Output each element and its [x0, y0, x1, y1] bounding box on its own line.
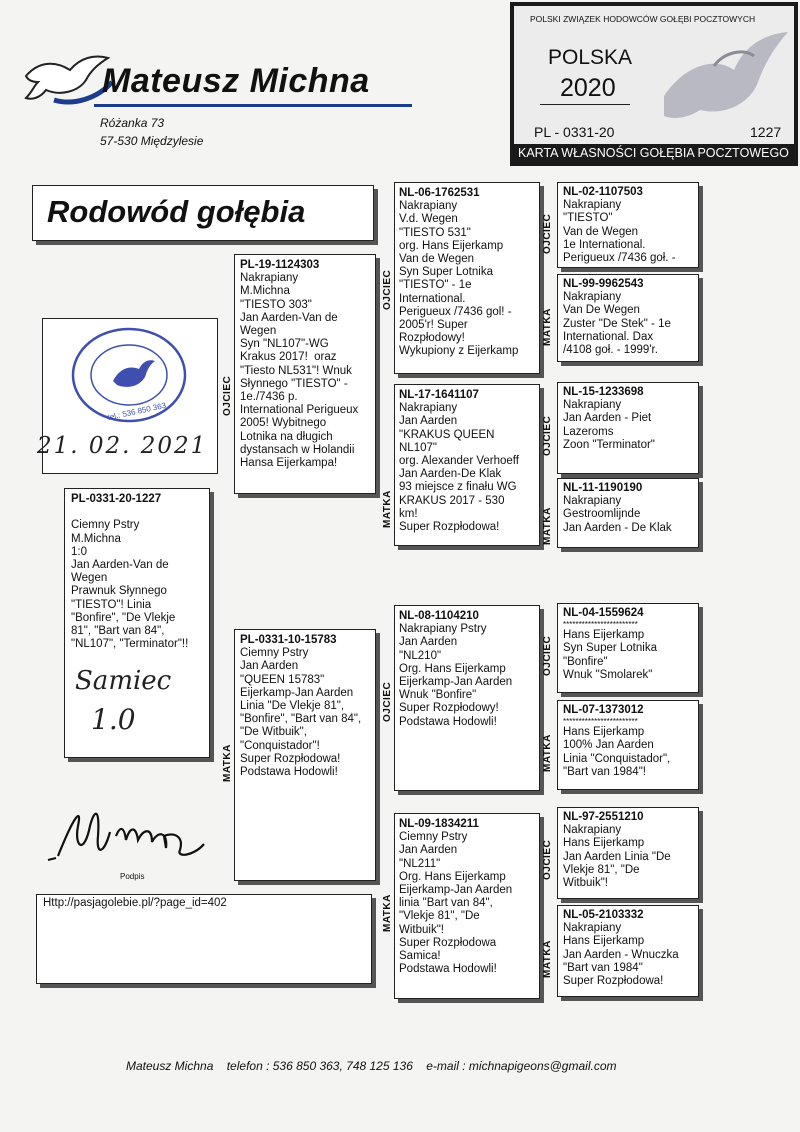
mmf-line: Hans Eijerkamp — [563, 837, 645, 850]
mmm-card — [557, 905, 699, 997]
mff-card — [557, 603, 699, 693]
mfm-ring-id: NL-07-1373012 — [563, 704, 644, 716]
mff-stars: ************************ — [563, 620, 638, 630]
subject-line: "TIESTO"! Linia — [71, 598, 152, 611]
ff-line: Wykupiony z Eijerkamp — [399, 345, 519, 358]
fff-line: 1e International. — [563, 238, 646, 251]
father-line: International Perigueux — [240, 404, 359, 417]
fmf-line: Nakrapiany — [563, 399, 622, 412]
mfm-card — [557, 700, 699, 790]
mmm-line: Nakrapiany — [563, 922, 622, 935]
fmf-ring-id: NL-15-1233698 — [563, 386, 644, 398]
subject-line: 1:0 — [71, 545, 87, 558]
mm-line: Ciemny Pstry — [399, 831, 468, 844]
mother-line: Jan Aarden — [240, 660, 299, 673]
fff-card — [557, 182, 699, 268]
subject-card — [64, 488, 210, 758]
fmf-card — [557, 382, 699, 474]
stamp-box — [37, 318, 218, 474]
subject-line: "Bonfire", "De Vlekje — [71, 611, 176, 624]
mm-side-label: MATKA — [382, 894, 393, 932]
father-line: Krakus 2017! oraz — [240, 351, 337, 364]
father-line: Wegen — [240, 325, 277, 338]
mmf-side-label: OJCIEC — [542, 839, 553, 880]
mm-line: Witbuik"! — [399, 923, 444, 936]
ff-line: Perigueux /7436 gol! - — [399, 305, 512, 318]
subject-line: Prawnuk Słynnego — [71, 585, 167, 598]
ff-line: V.d. Wegen — [399, 213, 458, 226]
fm-line: 93 miejsce z finału WG — [399, 481, 517, 494]
mfm-line: 100% Jan Aarden — [563, 739, 654, 752]
subject-line: "NL107", "Terminator"!! — [71, 638, 189, 651]
card-country: POLSKA — [548, 46, 633, 69]
mother-line: "Bonfire", "Bart van 84", — [240, 713, 362, 726]
mmm-ring-id: NL-05-2103332 — [563, 909, 644, 921]
mother-card — [234, 629, 376, 881]
fm-side-label: MATKA — [382, 490, 393, 528]
fff-line: Van de Wegen — [563, 225, 639, 238]
website-link[interactable]: Http://pasjagolebie.pl/?page_id=402 — [43, 897, 227, 909]
mother-line: "QUEEN 15783" — [240, 673, 325, 686]
fm-line: km! — [399, 507, 418, 520]
dove-logo-icon — [24, 48, 114, 108]
handwritten-sex: Samiec — [75, 666, 172, 696]
mff-line: Hans Eijerkamp — [563, 629, 645, 642]
ff-line: 2005'r! Super — [399, 319, 468, 332]
ff-line: Van de Wegen — [399, 253, 475, 266]
subject-line: M.Michna — [71, 532, 121, 545]
mmf-line: Jan Aarden Linia "De — [563, 850, 671, 863]
father-ring-id: PL-19-1124303 — [240, 259, 320, 271]
mmm-line: "Bart van 1984" — [563, 961, 643, 974]
father-line: 1e./7436 p. — [240, 391, 298, 404]
mm-card — [394, 813, 540, 999]
card-year-underline — [540, 104, 630, 105]
ownership-card — [510, 2, 798, 166]
mff-side-label: OJCIEC — [542, 635, 553, 676]
mm-line: linia "Bart van 84", — [399, 897, 493, 910]
ff-line: "TIESTO 531" — [399, 226, 471, 239]
mf-line: Jan Aarden — [399, 636, 458, 649]
fff-line: "TIESTO" — [563, 212, 613, 225]
fmf-line: Lazeroms — [563, 425, 614, 438]
mm-line: Podstawa Hodowli! — [399, 963, 497, 976]
father-line: Lotnika na długich — [240, 430, 333, 443]
subject-line: Ciemny Pstry — [71, 519, 140, 532]
mmf-line: Witbuik"! — [563, 877, 608, 890]
fm-card — [394, 384, 540, 546]
mother-ring-id: PL-0331-10-15783 — [240, 634, 337, 646]
breeder-name: Mateusz Michna — [102, 62, 370, 100]
fff-side-label: OJCIEC — [542, 213, 553, 254]
fmm-line: Gestroomlijnde — [563, 508, 641, 521]
handwritten-signature-icon — [44, 796, 224, 876]
ff-line: Rozpłodowy! — [399, 332, 465, 345]
ffm-line: Nakrapiany — [563, 291, 622, 304]
fm-line: org. Alexander Verhoeff — [399, 455, 519, 468]
logo-underline — [94, 104, 412, 107]
card-footer: KARTA WŁASNOŚCI GOŁĘBIA POCZTOWEGO — [518, 146, 789, 160]
mfm-line: Hans Eijerkamp — [563, 726, 645, 739]
ffm-ring-id: NL-99-9962543 — [563, 278, 644, 290]
mf-line: "NL210" — [399, 649, 442, 662]
ff-line: org. Hans Eijerkamp — [399, 239, 504, 252]
mf-ring-id: NL-08-1104210 — [399, 610, 479, 622]
address-line-1: Różanka 73 — [100, 116, 165, 130]
mff-line: "Bonfire" — [563, 655, 608, 668]
mfm-line: "Bart van 1984"! — [563, 765, 646, 778]
signature-label: Podpis — [120, 872, 145, 881]
fm-line: Jan Aarden-De Klak — [399, 468, 502, 481]
mm-line: Org. Hans Eijerkamp — [399, 870, 506, 883]
stamp-tel: tel.: 536 850 363 — [106, 400, 167, 423]
fmm-line: Nakrapiany — [563, 495, 622, 508]
father-line: "Tiesto NL531"! Wnuk — [240, 364, 352, 377]
father-line: 2005! Wybitnego — [240, 417, 327, 430]
handwritten-score: 1.0 — [91, 703, 136, 736]
address-line-2: 57-530 Międzylesie — [100, 134, 204, 148]
footer — [126, 1059, 617, 1073]
mm-line: Eijerkamp-Jan Aarden — [399, 884, 513, 897]
card-org: POLSKI ZWIĄZEK HODOWCÓW GOŁĘBI POCZTOWYCH — [530, 14, 756, 24]
mother-line: "Conquistador"! — [240, 739, 320, 752]
mother-line: Eijerkamp-Jan Aarden — [240, 686, 354, 699]
card-inner — [514, 6, 794, 144]
url-box — [36, 894, 372, 984]
mff-line: Wnuk "Smolarek" — [563, 668, 653, 681]
fmf-line: Zoon "Terminator" — [563, 438, 655, 451]
stamp-date: 21. 02. 2021 — [37, 433, 208, 459]
page-title: Rodowód gołębia — [47, 194, 306, 229]
mmm-line: Jan Aarden - Wnuczka — [563, 948, 679, 961]
subject-ring-id: PL-0331-20-1227 — [71, 493, 162, 505]
ff-side-label: OJCIEC — [382, 269, 393, 310]
mm-line: Jan Aarden — [399, 844, 458, 857]
fm-line: NL107" — [399, 441, 437, 454]
ff-line: Nakrapiany — [399, 200, 458, 213]
father-line: Jan Aarden-Van de — [240, 311, 338, 324]
mmf-ring-id: NL-97-2551210 — [563, 811, 644, 823]
mf-line: Super Rozpłodowy! — [399, 702, 499, 715]
fm-line: Nakrapiany — [399, 402, 458, 415]
card-ring: PL - 0331-20 — [534, 124, 615, 140]
ff-line: "TIESTO" - 1e — [399, 279, 472, 292]
fff-line: Perigueux /7436 goł. - — [563, 252, 676, 265]
fm-line: Super Rozpłodowa! — [399, 521, 500, 534]
subject-line: 81", "Bart van 84", — [71, 625, 165, 638]
father-line: Słynnego "TIESTO" - — [240, 377, 348, 390]
card-year: 2020 — [560, 74, 616, 102]
subject-line: Wegen — [71, 572, 108, 585]
mfm-side-label: MATKA — [542, 734, 553, 772]
mother-line: Podstawa Hodowli! — [240, 766, 338, 779]
mother-line: Linia "De Vlekje 81", — [240, 700, 345, 713]
fff-line: Nakrapiany — [563, 199, 622, 212]
father-line: Hansa Eijerkampa! — [240, 457, 338, 470]
ffm-line: /4108 goł. - 1999'r. — [563, 344, 658, 357]
ffm-line: Van De Wegen — [563, 304, 640, 317]
mmm-line: Hans Eijerkamp — [563, 935, 645, 948]
fmm-line: Jan Aarden - De Klak — [563, 521, 672, 534]
fff-ring-id: NL-02-1107503 — [563, 186, 643, 198]
mm-line: "NL211" — [399, 857, 441, 870]
mm-line: Super Rozpłodowa — [399, 936, 497, 949]
mf-card — [394, 605, 540, 791]
mf-side-label: OJCIEC — [382, 681, 393, 722]
ff-line: International. — [399, 292, 466, 305]
mf-line: Podstawa Hodowli! — [399, 715, 497, 728]
ffm-card — [557, 274, 699, 362]
ffm-side-label: MATKA — [542, 308, 553, 346]
card-number: 1227 — [750, 124, 782, 140]
ff-line: Syn Super Lotnika — [399, 266, 493, 279]
father-card — [234, 254, 376, 494]
subject-line: Jan Aarden-Van de — [71, 559, 169, 572]
mff-line: Syn Super Lotnika — [563, 642, 657, 655]
mfm-line: Linia "Conquistador", — [563, 752, 671, 765]
mfm-stars: ************************ — [563, 717, 638, 727]
father-line: dystansach w Holandii — [240, 443, 355, 456]
father-side-label: OJCIEC — [222, 375, 233, 416]
mmf-line: Nakrapiany — [563, 824, 622, 837]
fmm-ring-id: NL-11-1190190 — [563, 482, 643, 494]
logo — [24, 48, 394, 112]
mm-line: "Vlekje 81", "De — [399, 910, 480, 923]
mf-line: Eijerkamp-Jan Aarden — [399, 676, 513, 689]
mother-line: Super Rozpłodowa! — [240, 752, 341, 765]
mmm-side-label: MATKA — [542, 940, 553, 978]
father-line: Syn "NL107"-WG — [240, 338, 329, 351]
mmf-line: Vlekje 81", "De — [563, 863, 640, 876]
ffm-line: International. Dax — [563, 330, 654, 343]
footer-email[interactable]: e-mail : michnapigeons@gmail.com — [426, 1059, 617, 1073]
father-line: M.Michna — [240, 285, 290, 298]
mf-line: Nakrapiany Pstry — [399, 623, 487, 636]
signature — [44, 796, 224, 886]
mother-side-label: MATKA — [222, 744, 233, 782]
fmm-card — [557, 478, 699, 548]
fm-ring-id: NL-17-1641107 — [399, 389, 479, 401]
mf-line: Wnuk "Bonfire" — [399, 689, 477, 702]
title-box — [32, 185, 374, 241]
footer-phone: telefon : 536 850 363, 748 125 136 — [226, 1059, 413, 1073]
mm-ring-id: NL-09-1834211 — [399, 818, 479, 830]
ffm-line: Zuster "De Stek" - 1e — [563, 317, 671, 330]
ff-ring-id: NL-06-1762531 — [399, 187, 480, 199]
footer-name: Mateusz Michna — [126, 1059, 214, 1073]
fmm-side-label: MATKA — [542, 507, 553, 545]
pigeon-photo-icon — [654, 26, 794, 122]
ff-card — [394, 182, 540, 374]
mm-line: Samica! — [399, 950, 441, 963]
fmf-line: Jan Aarden - Piet — [563, 412, 652, 425]
subject-line — [71, 506, 209, 519]
father-line: "TIESTO 303" — [240, 298, 312, 311]
father-line: Nakrapiany — [240, 272, 299, 285]
fm-line: KRAKUS 2017 - 530 — [399, 494, 505, 507]
mmf-card — [557, 807, 699, 899]
mother-line: Ciemny Pstry — [240, 647, 309, 660]
fm-line: "KRAKUS QUEEN — [399, 428, 495, 441]
fmf-side-label: OJCIEC — [542, 415, 553, 456]
mf-line: Org. Hans Eijerkamp — [399, 662, 506, 675]
mmm-line: Super Rozpłodowa! — [563, 975, 664, 988]
fm-line: Jan Aarden — [399, 415, 458, 428]
mother-line: "De Witbuik", — [240, 726, 307, 739]
mff-ring-id: NL-04-1559624 — [563, 607, 644, 619]
